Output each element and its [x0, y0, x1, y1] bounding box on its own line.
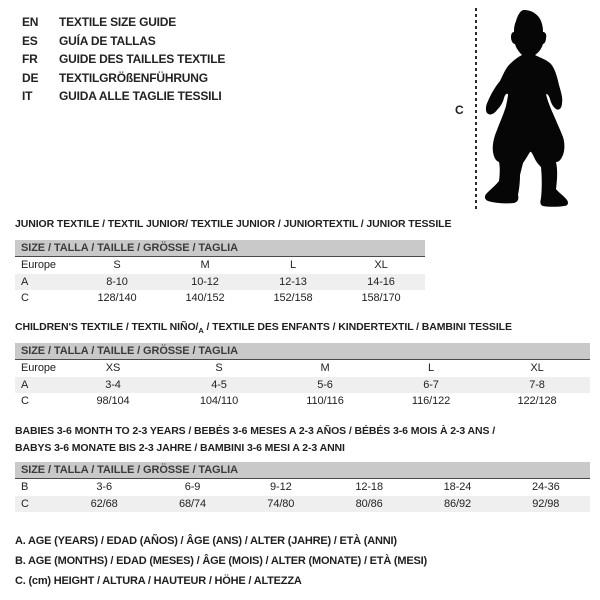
babies-size-table: [15, 462, 590, 512]
value-cell: 12-13: [279, 275, 307, 288]
table-row-height-cm: [15, 496, 590, 513]
value-cell: 98/104: [96, 395, 130, 407]
legend-height-cm: C. (cm) HEIGHT / ALTURA / HAUTEUR / HÖHE / ALTEZZA: [15, 575, 302, 587]
row-label: A: [21, 275, 29, 288]
table-header-row: [15, 360, 590, 377]
guide-title-es: GUÍA DE TALLAS: [59, 33, 156, 48]
children-title-sub: A: [198, 326, 204, 336]
language-row: [22, 32, 225, 51]
size-header-bar: SIZE / TALLA / TAILLE / GRÖSSE / TAGLIA: [15, 462, 590, 479]
value-cell: 14-16: [367, 275, 395, 288]
value-cell: 9-12: [270, 481, 292, 493]
value-cell: 158/170: [361, 292, 401, 304]
value-cell: 6-7: [423, 378, 439, 391]
value-cell: 80/86: [355, 497, 383, 510]
measurement-legend: [15, 531, 427, 591]
value-cell: 116/122: [411, 395, 451, 407]
size-header-cell: M: [320, 362, 330, 374]
language-code: EN: [22, 15, 39, 29]
value-cell: 104/110: [199, 395, 239, 407]
size-header-cell: M: [200, 259, 210, 271]
value-cell: 4-5: [211, 378, 227, 391]
value-cell: 8-10: [106, 275, 128, 288]
value-cell: 152/158: [273, 292, 313, 304]
language-row: [22, 13, 225, 32]
table-row-age-months: [15, 479, 590, 496]
language-row: [22, 50, 225, 69]
value-cell: 7-8: [529, 378, 545, 391]
value-cell: 10-12: [191, 275, 219, 288]
children-title-pre: CHILDREN'S TEXTILE / TEXTIL NIÑO/: [15, 321, 199, 333]
size-header-cell: S: [113, 259, 121, 271]
children-title-post: / TEXTILE DES ENFANTS / KINDERTEXTIL / BAMBINI TESSILE: [203, 321, 512, 333]
value-cell: 122/128: [517, 395, 557, 407]
table-row-height-cm: [15, 393, 590, 410]
legend-age-years: A. AGE (YEARS) / EDAD (AÑOS) / ÂGE (ANS) / ALTER (JAHRE) / ETÀ (ANNI): [15, 535, 397, 547]
language-title-list: [22, 13, 225, 106]
value-cell: 140/152: [185, 292, 225, 304]
language-code: DE: [22, 70, 39, 85]
height-measure-dotted-line: [475, 8, 477, 212]
value-cell: 3-6: [96, 481, 112, 493]
height-label-c: C: [455, 103, 464, 117]
value-cell: 6-9: [184, 481, 201, 493]
row-label: B: [21, 481, 29, 493]
size-header-cell: XL: [374, 259, 388, 271]
size-header-cell: S: [215, 362, 223, 374]
size-header-bar: SIZE / TALLA / TAILLE / GRÖSSE / TAGLIA: [15, 343, 590, 360]
row-label: C: [21, 395, 29, 407]
table-row-age-years: [15, 274, 425, 291]
language-row: [22, 69, 225, 88]
value-cell: 12-18: [355, 481, 383, 493]
region-header-cell: Europe: [21, 259, 56, 271]
junior-table-title: JUNIOR TEXTILE / TEXTIL JUNIOR/ TEXTILE JUNIOR / JUNIORTEXTIL / JUNIOR TESSILE: [15, 218, 452, 230]
value-cell: 3-4: [105, 378, 121, 391]
size-header-cell: L: [289, 259, 297, 271]
table-row-height-cm: [15, 290, 425, 307]
babies-table-title: [15, 423, 495, 457]
row-label: A: [21, 378, 29, 391]
size-header-bar: SIZE / TALLA / TAILLE / GRÖSSE / TAGLIA: [15, 240, 425, 257]
size-header-cell: XS: [105, 362, 121, 374]
value-cell: 24-36: [531, 481, 560, 493]
babies-title-line2: BABYS 3-6 MONATE BIS 2-3 JAHRE / BAMBINI 3-6 MESI A 2-3 ANNI: [15, 442, 345, 454]
baby-silhouette-image: [482, 3, 594, 215]
value-cell: 5-6: [317, 378, 333, 391]
value-cell: 110/116: [306, 395, 344, 407]
size-header-cell: XL: [530, 362, 544, 374]
value-cell: 86/92: [443, 497, 471, 510]
table-row-age-years: [15, 377, 590, 394]
value-cell: 68/74: [178, 497, 206, 510]
legend-age-months: B. AGE (MONTHS) / EDAD (MESES) / ÂGE (MOIS) / ALTER (MONATE) / ETÀ (MESI): [15, 555, 427, 567]
babies-title-line1: BABIES 3-6 MONTH TO 2-3 YEARS / BEBÉS 3-6 MESES A 2-3 AÑOS / BÉBÉS 3-6 MOIS À 2-3 ANS /: [15, 425, 496, 437]
row-label: C: [21, 292, 29, 304]
region-header-cell: Europe: [21, 362, 56, 374]
guide-title-en: TEXTILE SIZE GUIDE: [59, 15, 177, 29]
value-cell: 62/68: [90, 497, 118, 510]
children-size-table: [15, 343, 590, 410]
language-code: FR: [22, 52, 38, 66]
guide-title-fr: GUIDE DES TAILLES TEXTILE: [59, 52, 226, 66]
language-row: [22, 87, 225, 106]
value-cell: 18-24: [443, 481, 472, 493]
value-cell: 128/140: [97, 292, 137, 304]
junior-size-table: [15, 240, 425, 307]
children-table-title: [15, 321, 512, 335]
table-header-row: [15, 257, 425, 274]
guide-title-de: TEXTILGRÖßENFÜHRUNG: [59, 70, 208, 85]
language-code: ES: [22, 33, 38, 48]
guide-title-it: GUIDA ALLE TAGLIE TESSILI: [59, 89, 222, 103]
row-label: C: [21, 497, 29, 510]
value-cell: 74/80: [267, 497, 295, 510]
language-code: IT: [22, 89, 33, 103]
value-cell: 92/98: [532, 497, 560, 510]
size-header-cell: L: [427, 362, 435, 374]
